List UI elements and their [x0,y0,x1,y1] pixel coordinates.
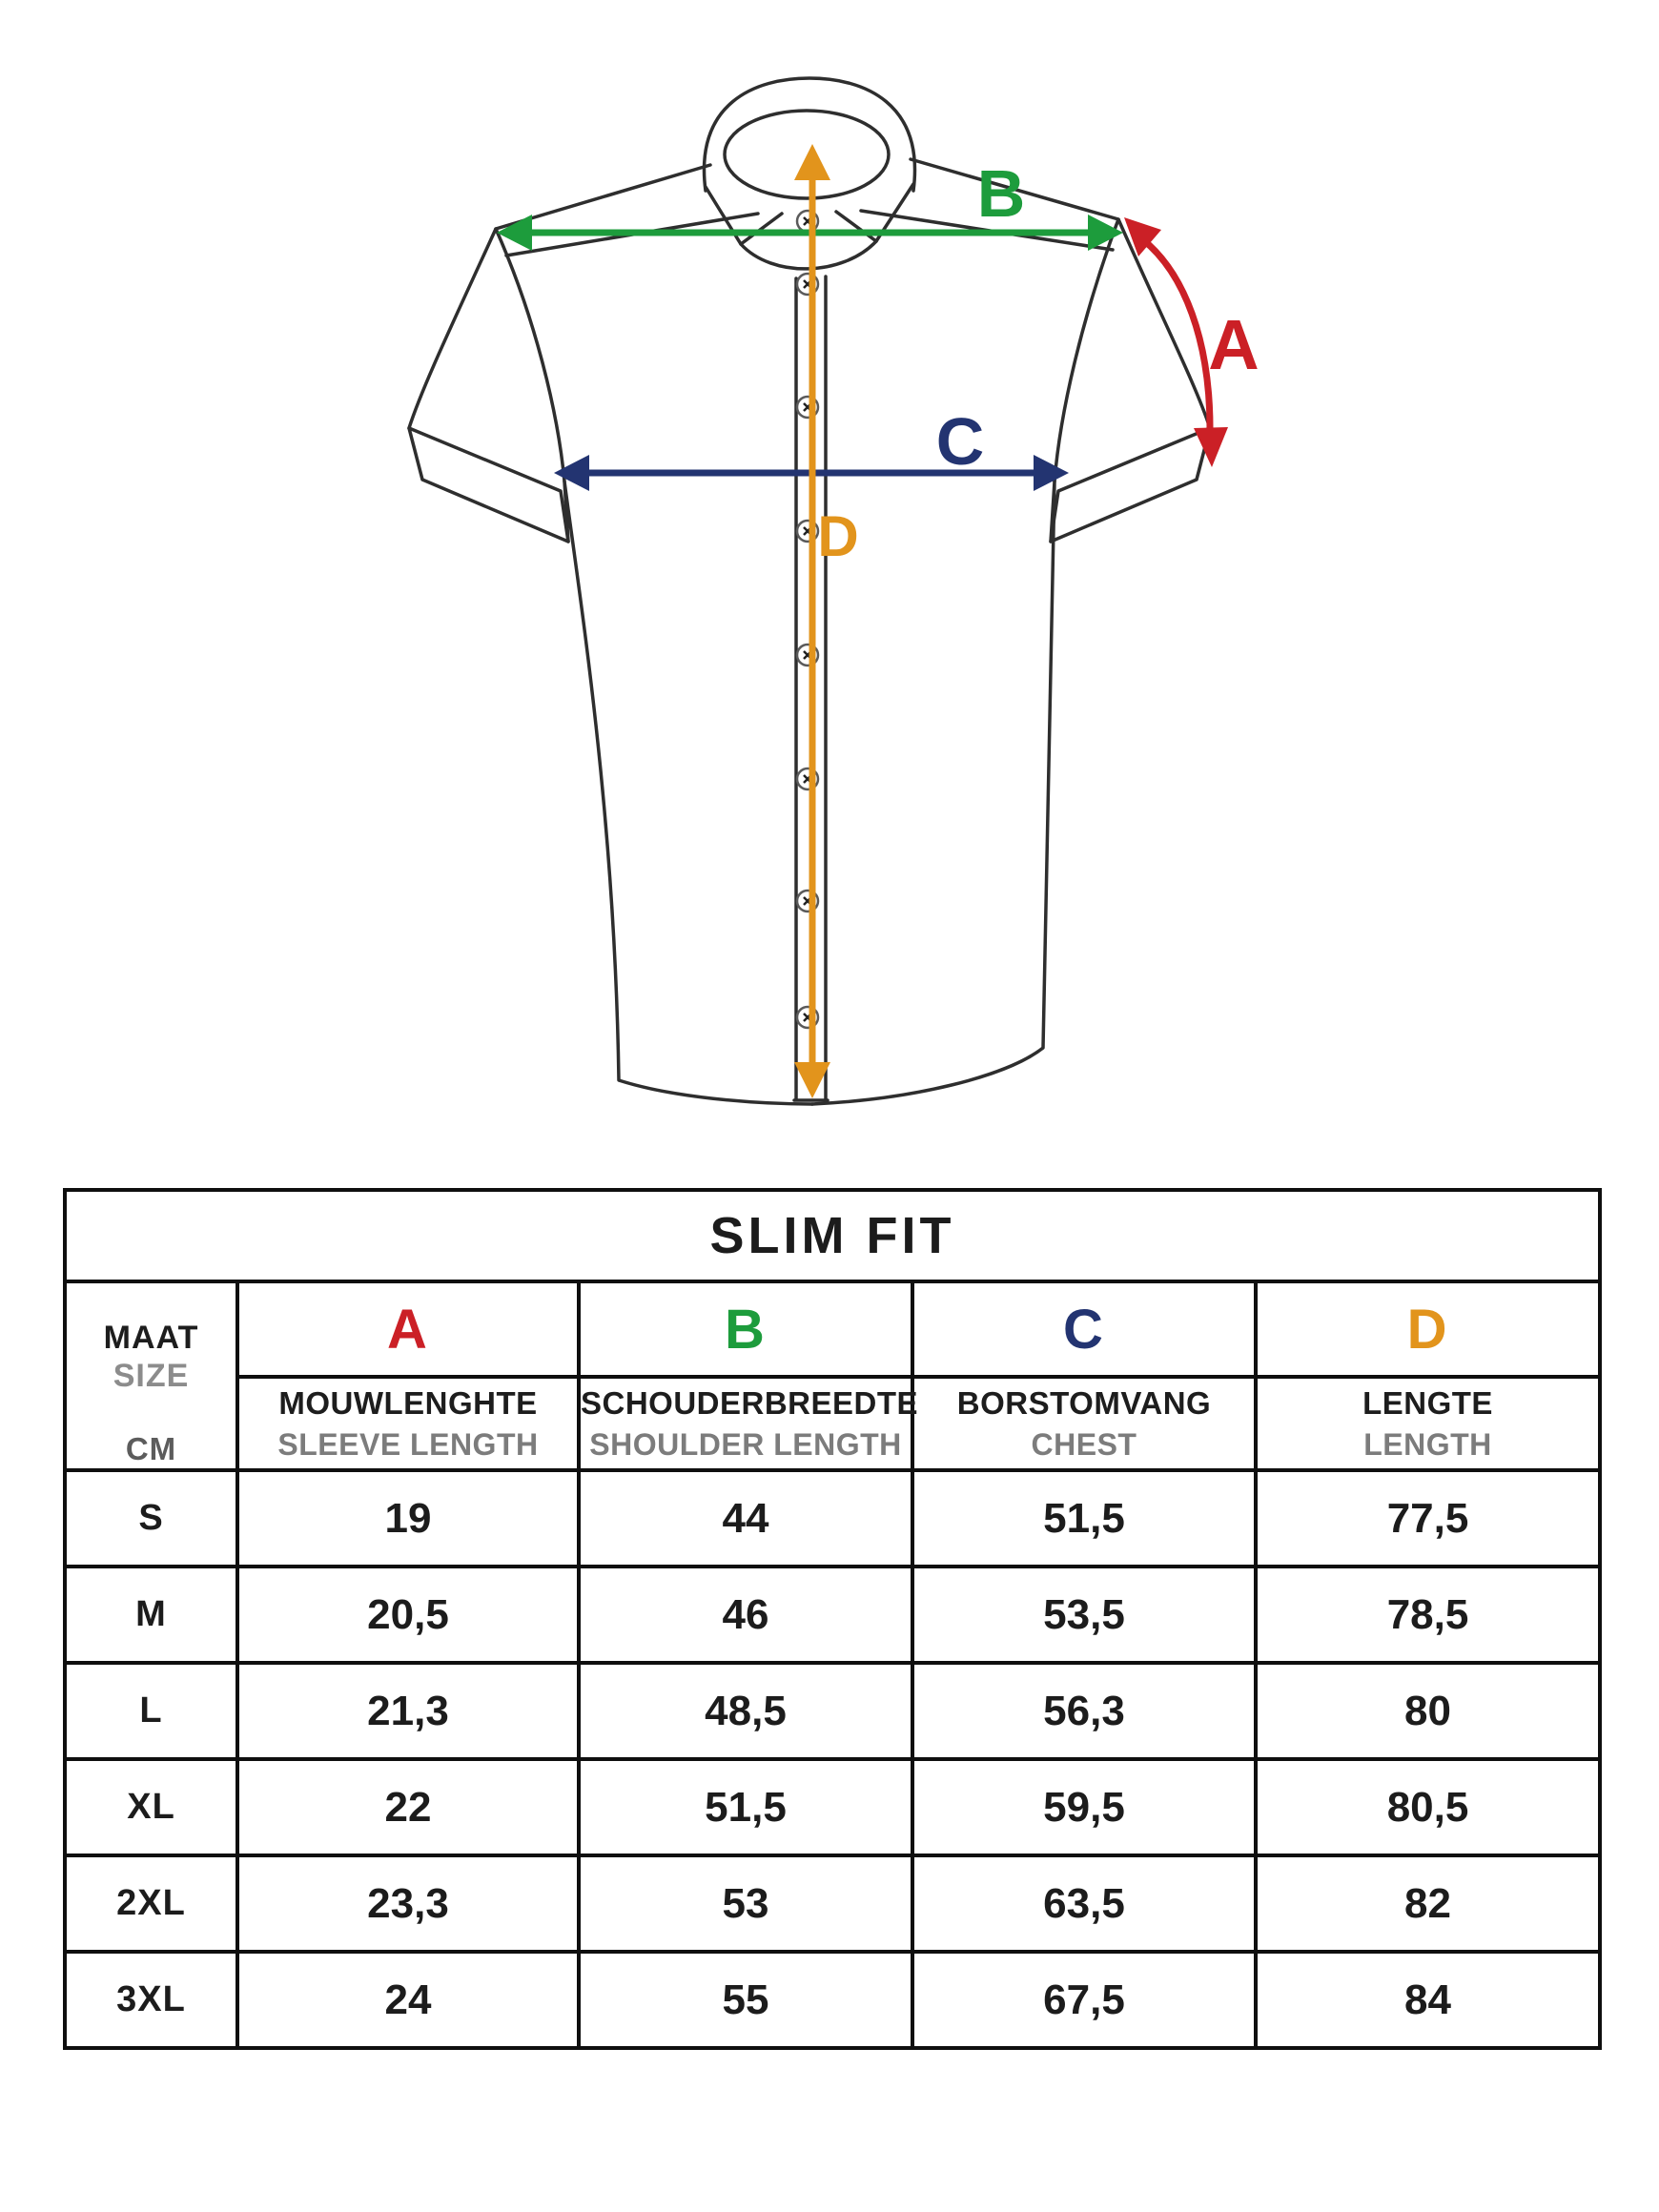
label-b: B [976,156,1026,231]
chest-value: 51,5 [912,1470,1256,1567]
column-name-d-en: LENGTH [1363,1426,1492,1462]
table-row [65,1470,1600,1567]
table-row [65,1663,1600,1759]
size-label: S [65,1470,237,1567]
table-row [65,1855,1600,1952]
letter-header-row [65,1281,1600,1377]
sleeve-length-value: 21,3 [237,1663,579,1759]
column-letter-a: A [237,1281,579,1377]
label-d: D [817,504,859,568]
size-header-nl: MAAT [103,1319,199,1356]
neckline-seam [741,241,876,269]
column-name-c-nl: BORSTOMVANG [956,1384,1212,1421]
column-letter-b: B [579,1281,912,1377]
shoulder-length-value: 51,5 [579,1759,912,1855]
size-table [63,1188,1602,2050]
size-header-cell [65,1281,237,1470]
sleeve-length-value: 22 [237,1759,579,1855]
chest-value: 67,5 [912,1952,1256,2048]
sleeve-length-value: 24 [237,1952,579,2048]
size-label: 3XL [65,1952,237,2048]
collar-neck-opening [725,111,889,198]
column-name-b-nl: SCHOUDERBREEDTE [581,1384,919,1421]
label-c: C [935,404,985,479]
length-value: 82 [1256,1855,1600,1952]
sleeve-measure-arrow [1124,217,1260,467]
column-name-c-en: CHEST [1031,1426,1137,1462]
column-letter-c: C [912,1281,1256,1377]
armhole-seam-right [1055,219,1118,481]
length-value: 77,5 [1256,1470,1600,1567]
name-header-row [65,1377,1600,1470]
shoulder-length-value: 53 [579,1855,912,1952]
column-name-d-nl: LENGTE [1362,1384,1493,1421]
length-value: 84 [1256,1952,1600,2048]
size-header-en: SIZE [113,1358,190,1394]
size-label: XL [65,1759,237,1855]
column-name-d [1256,1377,1600,1470]
length-value: 78,5 [1256,1567,1600,1663]
size-label: M [65,1567,237,1663]
column-name-b [579,1377,919,1470]
size-label: 2XL [65,1855,237,1952]
length-value: 80 [1256,1663,1600,1759]
size-label: L [65,1663,237,1759]
table-row [65,1952,1600,2048]
chest-value: 56,3 [912,1663,1256,1759]
sleeve-length-value: 23,3 [237,1855,579,1952]
column-letter-d: D [1256,1281,1600,1377]
length-value: 80,5 [1256,1759,1600,1855]
table-row [65,1567,1600,1663]
column-name-a-nl: MOUWLENGHTE [278,1384,538,1421]
table-title: SLIM FIT [65,1190,1600,1281]
shoulder-length-value: 55 [579,1952,912,2048]
chest-value: 63,5 [912,1855,1256,1952]
shoulder-length-value: 46 [579,1567,912,1663]
shirt-body-right [812,159,1210,1104]
shirt-body-left [409,165,812,1104]
sleeve-length-value: 20,5 [237,1567,579,1663]
column-name-b-en: SHOULDER LENGTH [589,1426,902,1462]
label-a: A [1208,305,1260,384]
shoulder-length-value: 48,5 [579,1663,912,1759]
armhole-seam-left [496,229,564,481]
table-row [65,1759,1600,1855]
shoulder-length-value: 44 [579,1470,912,1567]
column-name-a [237,1377,579,1470]
sleeve-length-value: 19 [237,1470,579,1567]
column-name-c [912,1377,1256,1470]
size-header-inner [67,1284,236,1467]
column-name-a-en: SLEEVE LENGTH [277,1426,539,1462]
unit-label: CM [125,1431,177,1467]
chest-value: 59,5 [912,1759,1256,1855]
title-row [65,1190,1600,1281]
chest-value: 53,5 [912,1567,1256,1663]
